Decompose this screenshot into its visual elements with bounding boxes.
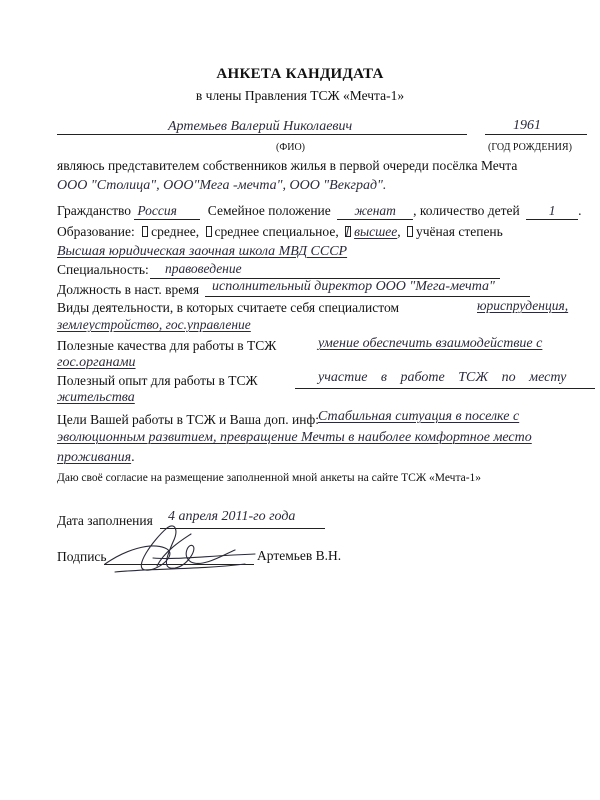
goals-line-3: проживания. xyxy=(57,450,135,465)
consent-text: Даю своё согласие на размещение заполненной мной анкеты на сайте ТСЖ «Мечта-1» xyxy=(57,472,482,484)
specialty-label: Специальность: xyxy=(57,262,149,277)
family-status-value[interactable]: женат xyxy=(354,203,396,218)
date-label: Дата заполнения xyxy=(57,513,153,528)
goals-value-2[interactable]: эволюционным развитием, превращение Мечты в наиболее комфортное место xyxy=(57,430,532,445)
goals-label: Цели Вашей работы в ТСЖ и Ваша доп. инф: xyxy=(57,412,319,427)
fio-label: (ФИО) xyxy=(276,142,306,153)
activities-value-1[interactable]: юриспруденция, xyxy=(477,298,569,313)
position-underline xyxy=(205,296,530,297)
goals-value-3[interactable]: проживания xyxy=(57,450,132,465)
qualities-value-2[interactable]: гос.органами xyxy=(57,355,136,370)
education-higher-checkbox[interactable] xyxy=(345,226,351,237)
date-value[interactable]: 4 апреля 2011-го года xyxy=(168,509,296,524)
experience-label: Полезный опыт для работы в ТСЖ xyxy=(57,373,258,388)
citizenship-value[interactable]: Россия xyxy=(137,203,177,218)
education-secondary-checkbox[interactable] xyxy=(142,226,148,237)
birth-year-label: (ГОД РОЖДЕНИЯ) xyxy=(488,142,572,153)
goals-value-1[interactable]: Стабильная ситуация в поселке с xyxy=(318,409,520,424)
children-label: , количество детей xyxy=(413,203,520,218)
birth-year-underline xyxy=(485,134,587,135)
education-label: Образование: xyxy=(57,224,135,239)
education-option-vocational: среднее специальное, xyxy=(214,224,339,239)
position-label: Должность в наст. время xyxy=(57,282,200,297)
children-value[interactable]: 1 xyxy=(548,203,556,218)
representative-companies[interactable]: ООО "Столица", ООО"Мега -мечта", ООО "Векград". xyxy=(57,178,387,193)
form-title: АНКЕТА КАНДИДАТА xyxy=(216,66,384,82)
experience-underline xyxy=(295,388,595,389)
education-option-higher: высшее xyxy=(354,224,398,239)
education-degree-checkbox[interactable] xyxy=(407,226,413,237)
activities-value-2[interactable]: землеустройство, гос.управление xyxy=(57,317,251,332)
qualities-value-1[interactable]: умение обеспечить взаимодействие с xyxy=(318,336,543,351)
birth-year-value[interactable]: 1961 xyxy=(513,118,541,133)
education-vocational-checkbox[interactable] xyxy=(206,226,212,237)
position-value[interactable]: исполнительный директор ООО "Мега-мечта" xyxy=(212,279,495,294)
qualities-label: Полезные качества для работы в ТСЖ xyxy=(57,338,277,353)
education-option-secondary: среднее, xyxy=(151,224,200,239)
representative-text: являюсь представителем собственников жилья в первой очереди посёлка Мечта xyxy=(57,158,518,173)
form-subtitle: в члены Правления ТСЖ «Мечта-1» xyxy=(195,88,405,103)
handwritten-signature xyxy=(95,520,275,580)
citizenship-row: Гражданство Россия Семейное положение женат , количество детей 1 . xyxy=(57,203,582,218)
education-row: Образование: среднее, среднее специальное, высшее, учёная степень xyxy=(57,224,503,239)
family-status-label: Семейное положение xyxy=(207,203,331,218)
specialty-value[interactable]: правоведение xyxy=(165,261,242,276)
education-option-degree: учёная степень xyxy=(416,224,503,239)
experience-value-2[interactable]: жительства xyxy=(57,390,135,405)
education-institution[interactable]: Высшая юридическая заочная школа МВД СССР xyxy=(57,244,348,259)
activities-label: Виды деятельности, в которых считаете себя специалистом xyxy=(57,300,399,315)
citizenship-label: Гражданство xyxy=(57,203,132,218)
signature-label: Подпись xyxy=(57,549,107,564)
experience-value-1[interactable]: участие в работе ТСЖ по месту xyxy=(318,370,567,385)
fio-value[interactable]: Артемьев Валерий Николаевич xyxy=(168,119,353,134)
signature-name: Артемьев В.Н. xyxy=(257,548,342,563)
